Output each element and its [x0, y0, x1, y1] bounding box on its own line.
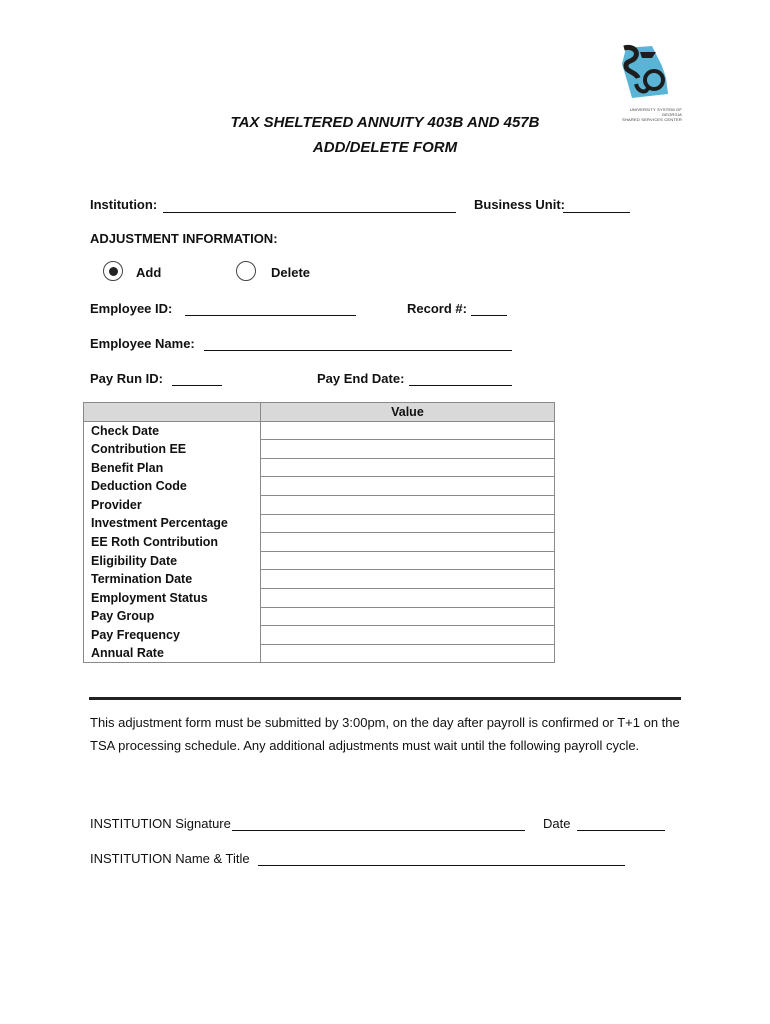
- row-label: Deduction Code: [84, 477, 261, 496]
- record-label: Record #:: [407, 301, 467, 316]
- row-label: Employment Status: [84, 588, 261, 607]
- form-title-line-1: TAX SHELTERED ANNUITY 403B AND 457B: [230, 114, 540, 131]
- submission-note: This adjustment form must be submitted by 3:00pm, on the day after payroll is confirmed or T+1 on the TSA processing schedule. Any additional adjustments must wait until the following payroll cycle.: [90, 715, 680, 753]
- row-value-input[interactable]: [260, 607, 554, 626]
- row-value-input[interactable]: [260, 458, 554, 477]
- signature-label: INSTITUTION Signature: [90, 816, 231, 831]
- row-label: Check Date: [84, 421, 261, 440]
- row-value-input[interactable]: [260, 588, 554, 607]
- date-input[interactable]: [577, 830, 665, 831]
- row-label: EE Roth Contribution: [84, 533, 261, 552]
- table-row: [84, 588, 555, 607]
- delete-radio[interactable]: [236, 261, 256, 281]
- table-row: [84, 495, 555, 514]
- record-input[interactable]: [471, 315, 507, 316]
- table-row: [84, 514, 555, 533]
- adjustment-heading: ADJUSTMENT INFORMATION:: [90, 231, 278, 246]
- signature-input[interactable]: [232, 830, 525, 831]
- row-label: Contribution EE: [84, 440, 261, 459]
- row-value-input[interactable]: [260, 644, 554, 663]
- business-unit-input[interactable]: [563, 212, 630, 213]
- row-label: Termination Date: [84, 570, 261, 589]
- employee-name-input[interactable]: [204, 350, 512, 351]
- add-radio[interactable]: [103, 261, 123, 281]
- table-row: [84, 626, 555, 645]
- adjustment-table: [83, 402, 555, 663]
- table-row: [84, 607, 555, 626]
- row-label: Benefit Plan: [84, 458, 261, 477]
- georgia-map-logo-icon: [612, 44, 682, 102]
- institution-label: Institution:: [90, 197, 158, 212]
- employee-id-label: Employee ID:: [90, 301, 173, 316]
- table-row: [84, 440, 555, 459]
- logo-line-1: UNIVERSITY SYSTEM OF GEORGIA: [629, 107, 682, 117]
- row-label: Pay Group: [84, 607, 261, 626]
- pay-run-input[interactable]: [172, 385, 222, 386]
- employee-name-label: Employee Name:: [90, 336, 195, 351]
- add-label: Add: [136, 265, 162, 280]
- pay-run-label: Pay Run ID:: [90, 371, 163, 386]
- table-row: [84, 570, 555, 589]
- row-label: Eligibility Date: [84, 551, 261, 570]
- table-row: [84, 551, 555, 570]
- row-value-input[interactable]: [260, 514, 554, 533]
- table-row: [84, 533, 555, 552]
- row-value-input[interactable]: [260, 495, 554, 514]
- form-title-line-2: ADD/DELETE FORM: [312, 139, 458, 156]
- pay-end-input[interactable]: [409, 385, 512, 386]
- table-row: [84, 421, 555, 440]
- table-row: [84, 644, 555, 663]
- delete-label: Delete: [271, 265, 311, 280]
- row-value-input[interactable]: [260, 626, 554, 645]
- business-unit-label: Business Unit:: [474, 197, 566, 212]
- row-label: Pay Frequency: [84, 626, 261, 645]
- row-label: Investment Percentage: [84, 514, 261, 533]
- table-row: [84, 477, 555, 496]
- section-divider: [89, 697, 681, 700]
- table-row: [84, 458, 555, 477]
- usg-logo: [612, 44, 682, 122]
- employee-id-input[interactable]: [185, 315, 356, 316]
- row-label: Provider: [84, 495, 261, 514]
- row-value-input[interactable]: [260, 440, 554, 459]
- row-value-input[interactable]: [260, 533, 554, 552]
- radio-selected-dot: [109, 267, 118, 276]
- table-header-blank: [84, 403, 261, 422]
- logo-line-2: SHARED SERVICES CENTER: [622, 117, 682, 122]
- row-value-input[interactable]: [260, 551, 554, 570]
- row-value-input[interactable]: [260, 421, 554, 440]
- row-label: Annual Rate: [84, 644, 261, 663]
- institution-input[interactable]: [163, 212, 456, 213]
- row-value-input[interactable]: [260, 570, 554, 589]
- table-header-row: [84, 403, 555, 422]
- name-title-input[interactable]: [258, 865, 625, 866]
- pay-end-label: Pay End Date:: [317, 371, 405, 386]
- name-title-label: INSTITUTION Name & Title: [90, 851, 250, 866]
- date-label: Date: [543, 816, 571, 831]
- table-header-value: Value: [260, 403, 554, 422]
- row-value-input[interactable]: [260, 477, 554, 496]
